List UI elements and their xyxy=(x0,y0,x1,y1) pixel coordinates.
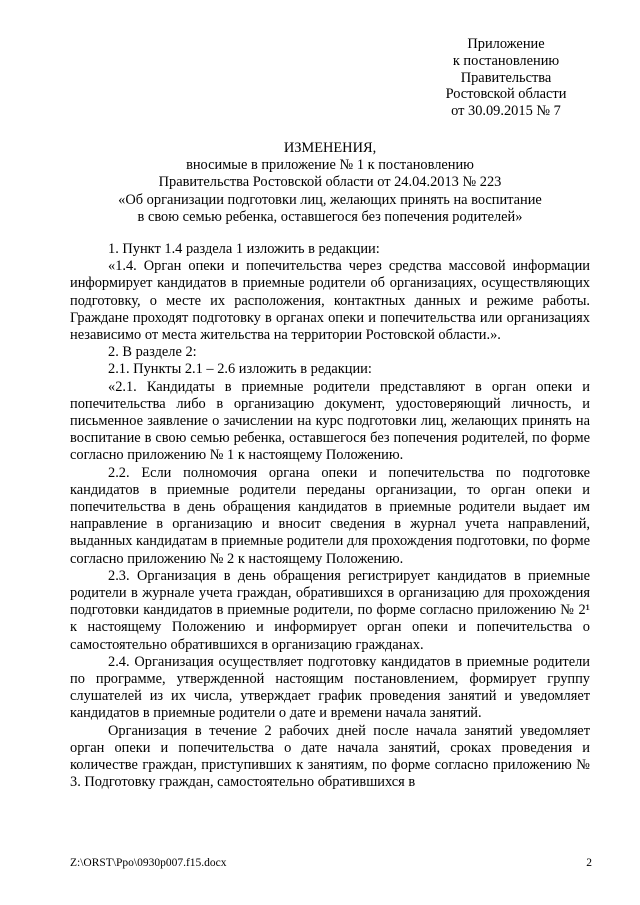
heading-line: вносимые в приложение № 1 к постановлению xyxy=(186,157,474,174)
paragraph: 2.1. Пункты 2.1 – 2.6 изложить в редакции: xyxy=(108,361,372,378)
heading-line: Правительства Ростовской области от 24.04.2013 № 223 xyxy=(158,174,502,191)
appendix-block xyxy=(380,36,632,120)
paragraph: 2.2. Если полномочия органа опеки и попечительства по подготовке кандидатов в приемные родители переданы организации, то орган опеки и попечительства в день обращения кандидатов в приемные родители выдает им направление в организацию и вносит сведения в журнал учета направлений, выданных кандидатам в приемные родители для прохождения подготовки, по форме согласно приложению № 2 к настоящему Положению. xyxy=(70,464,590,567)
document-title: ИЗМЕНЕНИЯ, xyxy=(283,140,377,156)
paragraph: «2.1. Кандидаты в приемные родители представляют в орган опеки и попечительства либо в организацию документ, удостоверяющий личность, и письменное заявление о зачислении на курс подготовки лиц, желающих принять на воспитание в свою семью ребенка, оставшегося без попечения родителей, по форме согласно приложению № 1 к настоящему Положению. xyxy=(70,378,590,464)
page-number: 2 xyxy=(586,857,592,869)
heading-line: «Об организации подготовки лиц, желающих принять на воспитание xyxy=(118,191,542,208)
heading-line: в свою семью ребенка, оставшегося без попечения родителей» xyxy=(137,208,523,225)
paragraph: 1. Пункт 1.4 раздела 1 изложить в редакции: xyxy=(108,241,380,257)
appendix-line: Правительства xyxy=(460,69,552,86)
appendix-line: к постановлению xyxy=(452,52,560,69)
footer-file-path: Z:\ORST\Ppo\0930p007.f15.docx xyxy=(70,857,227,869)
paragraph: «1.4. Орган опеки и попечительства через средства массовой информации информирует кандидатов в приемные родители об организациях, осуществляющих подготовку, о месте их расположения, контактных данных и режиме работы. Граждане проходят подготовку в органах опеки и попечительства или организациях независимо от места жительства на территории Ростовской области.». xyxy=(70,258,590,344)
appendix-line: от 30.09.2015 № 7 xyxy=(451,103,561,120)
paragraph: Организация в течение 2 рабочих дней после начала занятий уведомляет орган опеки и попечительства о дате начала занятий, сроках проведения и количестве граждан, приступивших к занятиям, по форме согласно приложению № 3. Подготовку граждан, самостоятельно обратившихся в xyxy=(70,722,590,791)
paragraph: 2.4. Организация осуществляет подготовку кандидатов в приемные родители по программе, утвержденной настоящим постановлением, формирует группу слушателей из их числа, утверждает график проведения занятий и уведомляет кандидатов в приемные родители о дате и времени начала занятий. xyxy=(70,653,590,722)
appendix-line: Приложение xyxy=(467,36,545,52)
paragraph: 2. В разделе 2: xyxy=(108,344,197,361)
paragraph: 2.3. Организация в день обращения регистрирует кандидатов в приемные родители в журнале учета граждан, обратившихся в организацию для прохождения подготовки кандидатов в приемные родители, по форме согласно приложению № 2¹ к настоящему Положению и информирует орган опеки и попечительства о самостоятельно обратившихся в организацию гражданах. xyxy=(70,567,590,653)
appendix-line: Ростовской области xyxy=(445,86,567,103)
document-body xyxy=(70,241,590,792)
document-heading xyxy=(70,140,590,226)
